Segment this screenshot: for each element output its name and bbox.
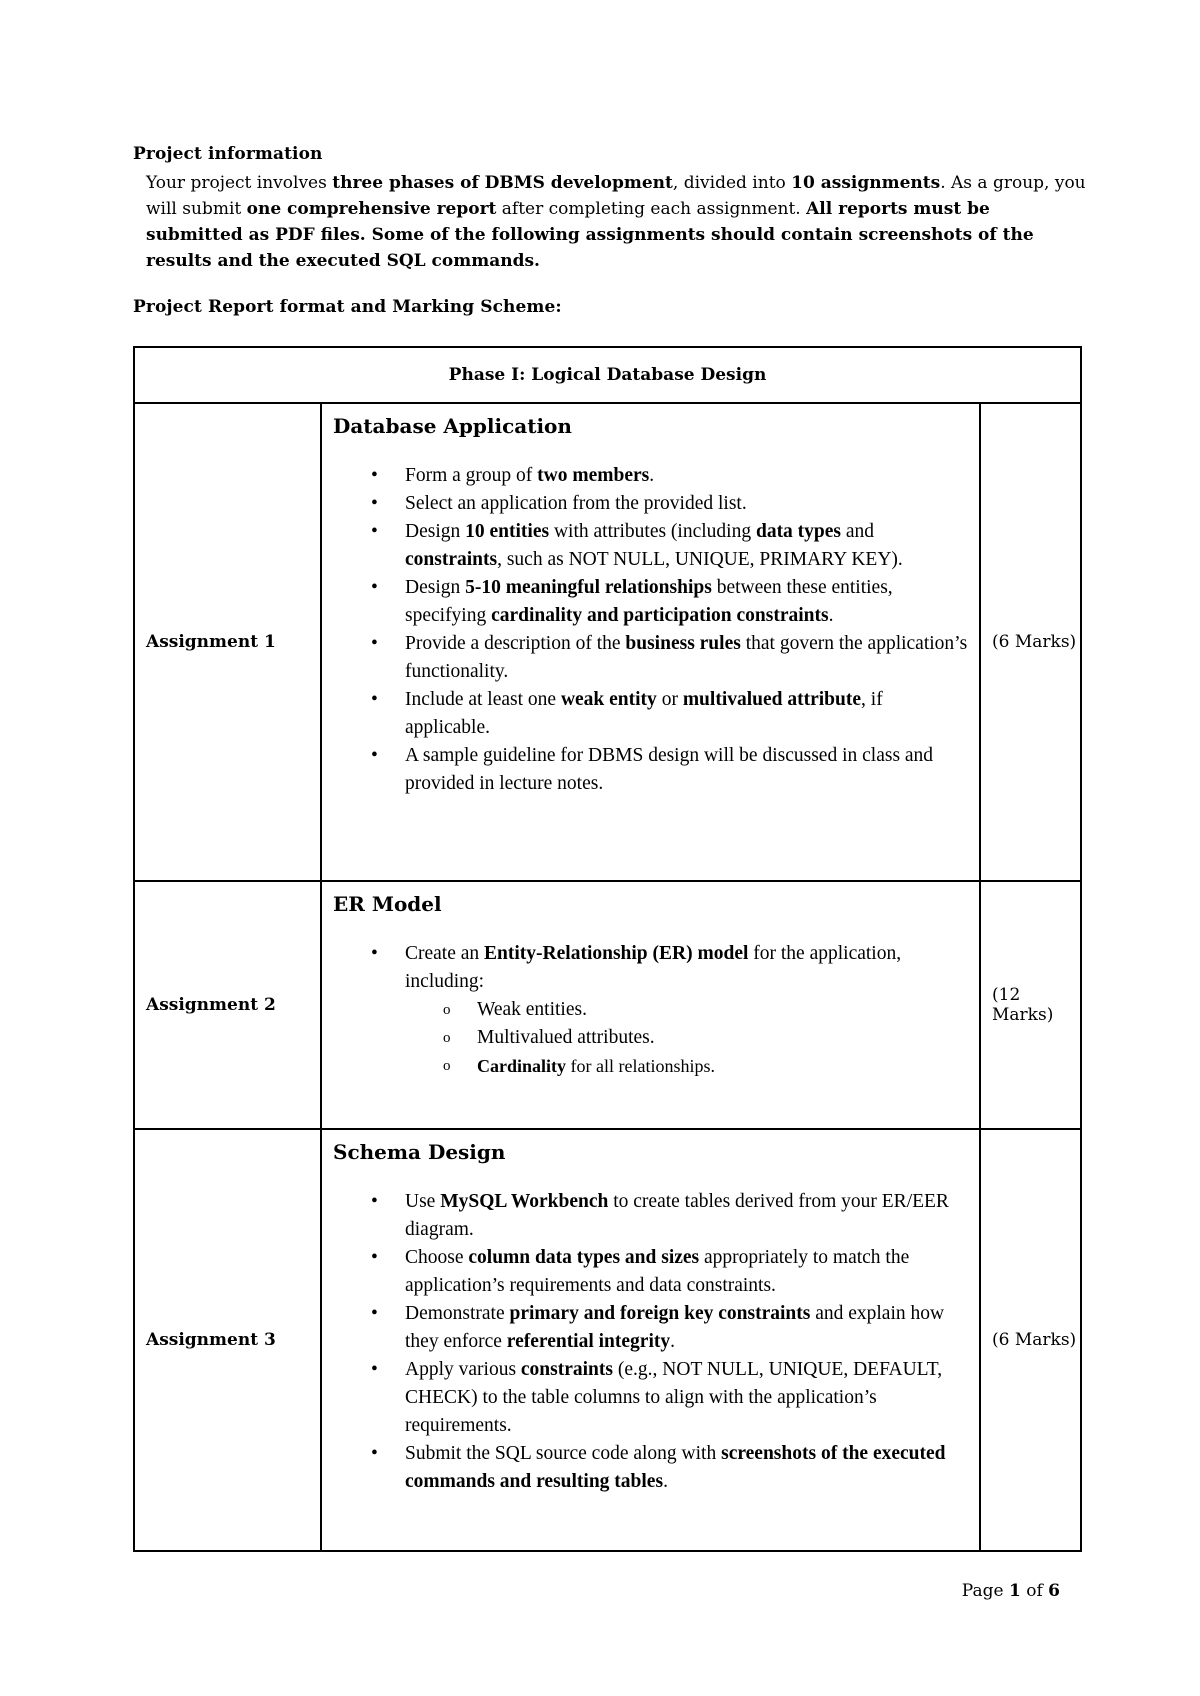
- list-item: • Select an application from the provided list.: [405, 490, 969, 518]
- assignment-marks: (6 Marks): [980, 1129, 1081, 1551]
- assignment-content: [321, 881, 980, 1129]
- requirements-list: [333, 1188, 969, 1496]
- list-item: • Submit the SQL source code along with screenshots of the executed commands and resulting tables.: [405, 1440, 969, 1496]
- list-item: • A sample guideline for DBMS design will be discussed in class and provided in lecture notes.: [405, 742, 969, 798]
- page-number: Page 1 of 6: [961, 1581, 1060, 1601]
- assignment-title: ER Model: [333, 892, 442, 916]
- assignment-label: Assignment 3: [134, 1129, 321, 1551]
- requirements-list: [333, 462, 969, 798]
- list-item: • Use MySQL Workbench to create tables derived from your ER/EER diagram.: [405, 1188, 969, 1244]
- assignment-marks: (12 Marks): [980, 881, 1081, 1129]
- assignment-content: [321, 1129, 980, 1551]
- table-row: [134, 881, 1081, 1129]
- list-item: • Provide a description of the business rules that govern the application’s functionality.: [405, 630, 969, 686]
- assignment-content: [321, 403, 980, 881]
- list-item: • Design 10 entities with attributes (including data types and constraints, such as NOT NULL, UNIQUE, PRIMARY KEY).: [405, 518, 969, 574]
- assignment-label: Assignment 1: [134, 403, 321, 881]
- list-item: • Design 5-10 meaningful relationships between these entities, specifying cardinality and participation constraints.: [405, 574, 969, 630]
- list-item: • Form a group of two members.: [405, 462, 969, 490]
- sub-list: [405, 996, 969, 1080]
- sub-list-item: o Weak entities.: [477, 996, 969, 1024]
- sub-list-item: o Multivalued attributes.: [477, 1024, 969, 1052]
- list-item: • Include at least one weak entity or multivalued attribute, if applicable.: [405, 686, 969, 742]
- list-item: • Apply various constraints (e.g., NOT NULL, UNIQUE, DEFAULT, CHECK) to the table columns to align with the application’s requirements.: [405, 1356, 969, 1440]
- sub-list-item: o Cardinality for all relationships.: [477, 1052, 969, 1080]
- list-item: • Create an Entity-Relationship (ER) model for the application, including: o Weak entities. o Multivalued attributes. o Cardinality for all relationships.: [405, 940, 969, 1080]
- report-format-heading: Project Report format and Marking Scheme:: [133, 297, 562, 317]
- table-row: [134, 1129, 1081, 1551]
- phase-title: Phase I: Logical Database Design: [134, 347, 1081, 403]
- list-item: • Choose column data types and sizes appropriately to match the application’s requirements and data constraints.: [405, 1244, 969, 1300]
- assignment-title: Schema Design: [333, 1140, 506, 1164]
- assignment-marks: (6 Marks): [980, 403, 1081, 881]
- list-item: • Demonstrate primary and foreign key constraints and explain how they enforce referential integrity.: [405, 1300, 969, 1356]
- project-intro-paragraph: Your project involves three phases of DBMS development, divided into 10 assignments. As a group, you will submit one comprehensive report after completing each assignment. All reports must be submitted as PDF files. Some of the following assignments should contain screenshots of the results and the executed SQL commands.: [146, 173, 1086, 271]
- phase-row: [134, 347, 1081, 403]
- requirements-list: [333, 940, 969, 1080]
- project-info-heading: Project information: [133, 144, 323, 164]
- assignment-title: Database Application: [333, 414, 572, 438]
- marking-scheme-table: [133, 346, 1082, 1552]
- table-row: [134, 403, 1081, 881]
- assignment-label: Assignment 2: [134, 881, 321, 1129]
